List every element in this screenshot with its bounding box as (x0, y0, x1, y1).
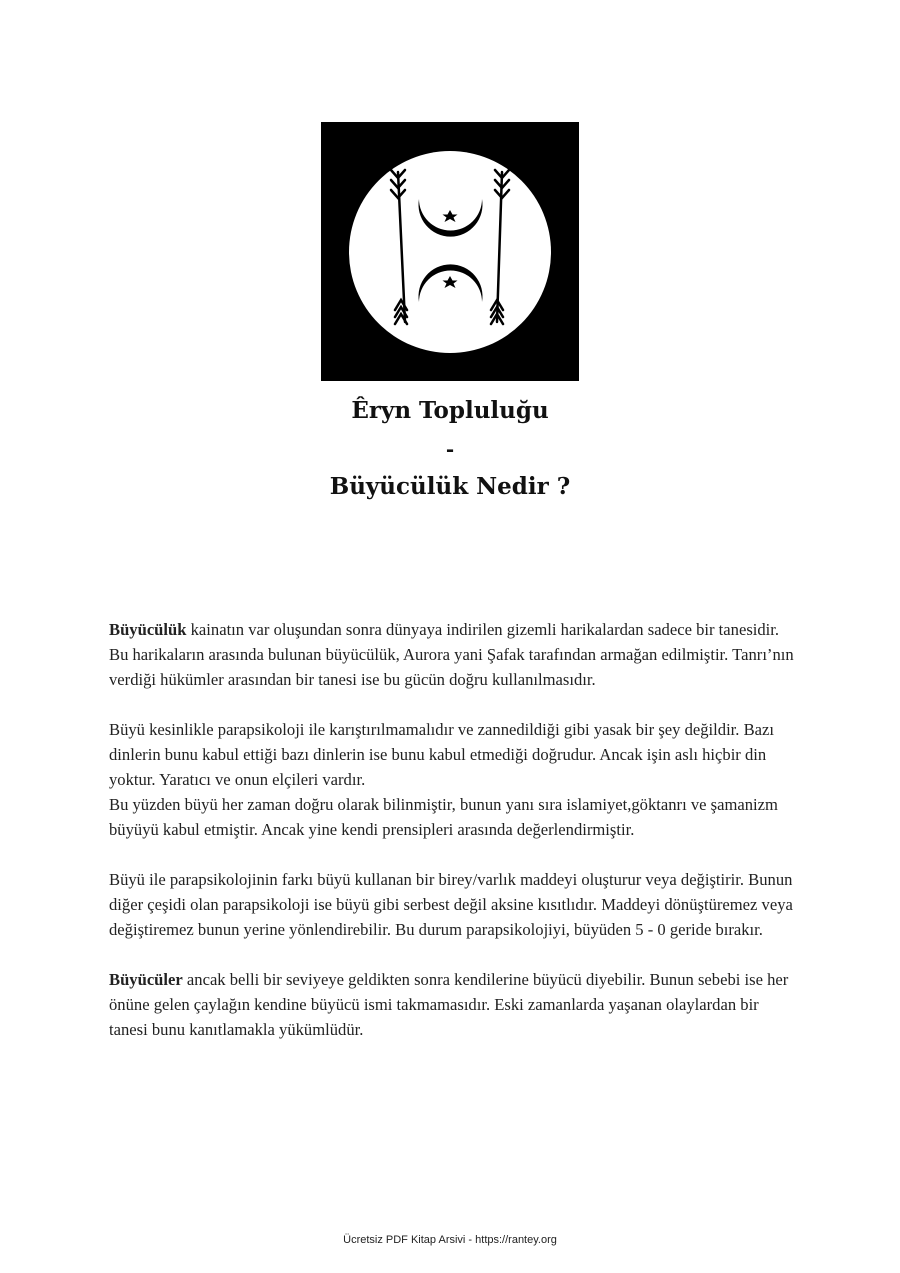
page-footer: Ücretsiz PDF Kitap Arsivi - https://rantey.org (343, 1234, 557, 1246)
paragraph-2-text-b: Bu yüzden büyü her zaman doğru olarak bilinmiştir, bunun yanı sıra islamiyet,göktanrı ve şamanizm büyüyü kabul etmiştir. Ancak yine kendi prensipleri arasında değerlendirmiştir. (109, 795, 778, 839)
title-community-name: Êryn Topluluğu (351, 397, 549, 424)
paragraph-4-text: ancak belli bir seviyeye geldikten sonra kendilerine büyücü diyebilir. Bunun sebebi ise her önüne gelen çaylağın kendine büyücü ismi takmamasıdır. Eski zamanlarda yaşanan olaylardan bir tanesi bunu kanıtlamakla yükümlüdür. (109, 970, 789, 1039)
paragraph-1-bold-term: Büyücülük (109, 620, 187, 639)
title-question: Büyücülük Nedir ? (329, 473, 571, 500)
emblem-logo (321, 122, 579, 381)
paragraph-4-bold-term: Büyücüler (109, 970, 183, 989)
paragraph-2 (109, 717, 799, 842)
paragraph-1 (109, 617, 799, 692)
document-title (0, 392, 900, 506)
paragraph-3 (109, 867, 799, 942)
paragraph-4 (109, 967, 799, 1042)
title-separator: - (445, 437, 455, 461)
paragraph-1-text: kainatın var oluşundan sonra dünyaya indirilen gizemli harikalardan sadece bir tanesidir. Bu harikaların arasında bulunan büyücülük, Aurora yani Şafak tarafından armağan edilmiştir. Tanrı’nın verdiği hükümler arasından bir tanesi ise bu gücün doğru kullanılmasıdır. (109, 620, 794, 689)
moon-star-arrows-icon (321, 122, 579, 381)
paragraph-2-text-a: Büyü kesinlikle parapsikoloji ile karıştırılmamalıdır ve zannedildiği gibi yasak bir şey değildir. Bazı dinlerin bunu kabul ettiği bazı dinlerin ise bunu kabul etmediği doğrudur. Ancak işin aslı hiçbir din yoktur. Yaratıcı ve onun elçileri vardır. (109, 720, 774, 789)
document-body (109, 617, 799, 1067)
paragraph-3-text: Büyü ile parapsikolojinin farkı büyü kullanan bir birey/varlık maddeyi oluşturur veya değiştirir. Bunun diğer çeşidi olan parapsikoloji ise büyü gibi serbest değil aksine kısıtlıdır. Maddeyi dönüştüremez veya değiştiremez bunun yerine yönlendirebilir. Bu durum parapsikolojiyi, büyüden 5 - 0 geride bırakır. (109, 870, 793, 939)
